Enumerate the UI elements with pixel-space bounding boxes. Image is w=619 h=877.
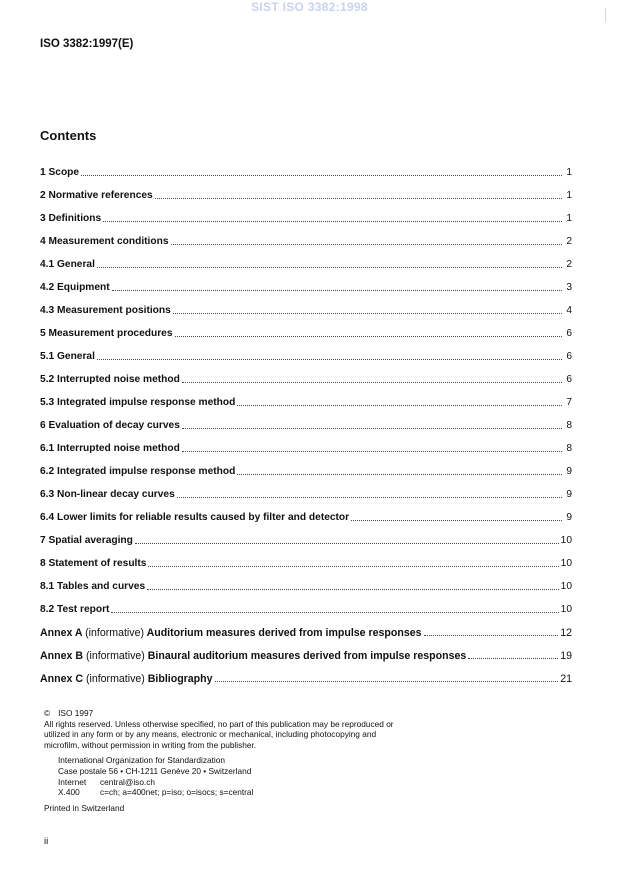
- organization-name: International Organization for Standardization: [58, 755, 225, 766]
- internet-label: Internet: [58, 776, 87, 787]
- toc-entry-label: 5.2 Interrupted noise method: [40, 374, 180, 385]
- corner-mark: [605, 8, 606, 22]
- toc-annex-entry[interactable]: [40, 662, 572, 685]
- toc-entry-page: 6: [566, 351, 572, 362]
- annex-title: Bibliography: [147, 673, 213, 685]
- toc-leader: [237, 474, 562, 475]
- toc-entry-page: 1: [566, 213, 572, 224]
- toc-entry-label: 6.4 Lower limits for reliable results caused by filter and detector: [40, 512, 350, 523]
- contents-heading: Contents: [40, 128, 97, 143]
- toc-entry-label: 4 Measurement conditions: [40, 236, 169, 247]
- toc-entry[interactable]: [40, 156, 572, 179]
- toc-annex-entry[interactable]: [40, 616, 572, 639]
- toc-entry-page: 1: [566, 190, 572, 201]
- toc-entry[interactable]: [40, 593, 572, 616]
- toc-leader: [97, 359, 562, 360]
- toc-entry[interactable]: [40, 409, 572, 432]
- toc-entry-page: 7: [566, 397, 572, 408]
- toc-entry-page: 2: [566, 236, 572, 247]
- rights-statement: All rights reserved. Unless otherwise specified, no part of this publication may be reproduced or utilized in any form or by any means, electronic or mechanical, including photocopying and microfilm, without permission in writing from the publisher.: [44, 718, 394, 750]
- toc-entry-label: 6.3 Non-linear decay curves: [40, 489, 175, 500]
- toc-entry-label: 8 Statement of results: [40, 558, 147, 569]
- toc-leader: [147, 589, 559, 590]
- toc-leader: [135, 543, 559, 544]
- toc-entry-label: 4.3 Measurement positions: [40, 305, 171, 316]
- annex-note: (informative): [85, 627, 145, 639]
- annex-prefix: Annex A: [40, 627, 83, 639]
- toc-entry-page: 2: [566, 259, 572, 270]
- toc-entry-page: 9: [566, 489, 572, 500]
- toc-entry-label: 4.1 General: [40, 259, 95, 270]
- toc-leader: [351, 520, 562, 521]
- toc-entry-page: 8: [566, 443, 572, 454]
- toc-leader: [182, 428, 562, 429]
- toc-leader: [215, 681, 559, 682]
- toc-leader: [175, 336, 563, 337]
- toc-leader: [81, 175, 562, 176]
- toc-entry-label: 8.2 Test report: [40, 604, 110, 615]
- toc-entry-page: 4: [566, 305, 572, 316]
- toc-annex-entry[interactable]: [40, 639, 572, 662]
- toc-entry[interactable]: [40, 363, 572, 386]
- toc-entry-page: 12: [560, 627, 572, 639]
- toc-entry-page: 1: [566, 167, 572, 178]
- toc-entry[interactable]: [40, 225, 572, 248]
- postal-address: Case postale 56 • CH-1211 Genève 20 • Switzerland: [58, 765, 252, 776]
- toc-entry-page: 9: [566, 466, 572, 477]
- toc-entry-label: 6.2 Integrated impulse response method: [40, 466, 236, 477]
- copyright-symbol: ©: [44, 708, 51, 718]
- toc-entry-page: 10: [560, 558, 572, 569]
- toc-entry-page: 9: [566, 512, 572, 523]
- toc-leader: [155, 198, 562, 199]
- toc-leader: [177, 497, 562, 498]
- x400-address: c=ch; a=400net; p=iso; o=isocs; s=central: [100, 787, 254, 798]
- toc-entry[interactable]: [40, 340, 572, 363]
- toc-entry-label: 2 Normative references: [40, 190, 153, 201]
- toc-entry[interactable]: [40, 455, 572, 478]
- toc-entry[interactable]: [40, 501, 572, 524]
- toc-entry-page: 8: [566, 420, 572, 431]
- toc-leader: [182, 382, 562, 383]
- annex-title: Binaural auditorium measures derived from impulse responses: [147, 650, 467, 662]
- annex-prefix: Annex B: [40, 650, 83, 662]
- internet-email[interactable]: central@iso.ch: [100, 776, 155, 787]
- toc-leader: [148, 566, 558, 567]
- annex-note: (informative): [85, 673, 145, 685]
- toc-leader: [237, 405, 562, 406]
- toc-entry-label: 6 Evaluation of decay curves: [40, 420, 180, 431]
- toc-entry[interactable]: [40, 271, 572, 294]
- toc-leader: [171, 244, 562, 245]
- toc-entry-page: 6: [566, 328, 572, 339]
- toc-leader: [182, 451, 562, 452]
- toc-entry[interactable]: [40, 294, 572, 317]
- toc-entry-page: 3: [566, 282, 572, 293]
- copyright-block: [44, 708, 404, 813]
- page-number: ii: [44, 836, 49, 847]
- toc-entry-label: 5 Measurement procedures: [40, 328, 173, 339]
- toc-entry[interactable]: [40, 179, 572, 202]
- toc-entry-page: 6: [566, 374, 572, 385]
- document-id: ISO 3382:1997(E): [40, 38, 134, 50]
- toc-entry-page: 10: [560, 535, 572, 546]
- toc-entry-page: 21: [560, 673, 572, 685]
- toc-entry-page: 19: [560, 650, 572, 662]
- toc-entry-label: 8.1 Tables and curves: [40, 581, 146, 592]
- toc-entry-label: 1 Scope: [40, 167, 80, 178]
- annex-note: (informative): [85, 650, 145, 662]
- toc-entry[interactable]: [40, 202, 572, 225]
- toc-entry[interactable]: [40, 547, 572, 570]
- copyright-line: [44, 708, 404, 719]
- toc-entry-label: 3 Definitions: [40, 213, 102, 224]
- publisher-address: [58, 755, 404, 797]
- toc-leader: [468, 658, 558, 659]
- toc-entry[interactable]: [40, 570, 572, 593]
- toc-leader: [173, 313, 562, 314]
- toc-entry-label: 5.1 General: [40, 351, 95, 362]
- toc-entry[interactable]: [40, 386, 572, 409]
- copyright-year: ISO 1997: [58, 708, 94, 718]
- toc-entry-page: 10: [560, 604, 572, 615]
- toc-entry-page: 10: [560, 581, 572, 592]
- toc-entry-label: 4.2 Equipment: [40, 282, 110, 293]
- toc-entry[interactable]: [40, 432, 572, 455]
- x400-label: X.400: [58, 787, 80, 798]
- watermark: SIST ISO 3382:1998: [251, 0, 368, 14]
- toc-leader: [424, 635, 559, 636]
- toc-entry-label: 6.1 Interrupted noise method: [40, 443, 180, 454]
- table-of-contents: [40, 156, 572, 685]
- toc-entry[interactable]: [40, 524, 572, 547]
- annex-prefix: Annex C: [40, 673, 83, 685]
- x400-row: [58, 787, 404, 798]
- annex-title: Auditorium measures derived from impulse responses: [146, 627, 422, 639]
- internet-row: [58, 777, 404, 788]
- toc-entry-label: 5.3 Integrated impulse response method: [40, 397, 236, 408]
- toc-leader: [103, 221, 562, 222]
- toc-entry-label: 7 Spatial averaging: [40, 535, 133, 546]
- toc-leader: [97, 267, 562, 268]
- toc-entry[interactable]: [40, 317, 572, 340]
- toc-entry[interactable]: [40, 478, 572, 501]
- printed-note: Printed in Switzerland: [44, 802, 125, 813]
- toc-entry[interactable]: [40, 248, 572, 271]
- toc-leader: [111, 612, 558, 613]
- toc-leader: [112, 290, 562, 291]
